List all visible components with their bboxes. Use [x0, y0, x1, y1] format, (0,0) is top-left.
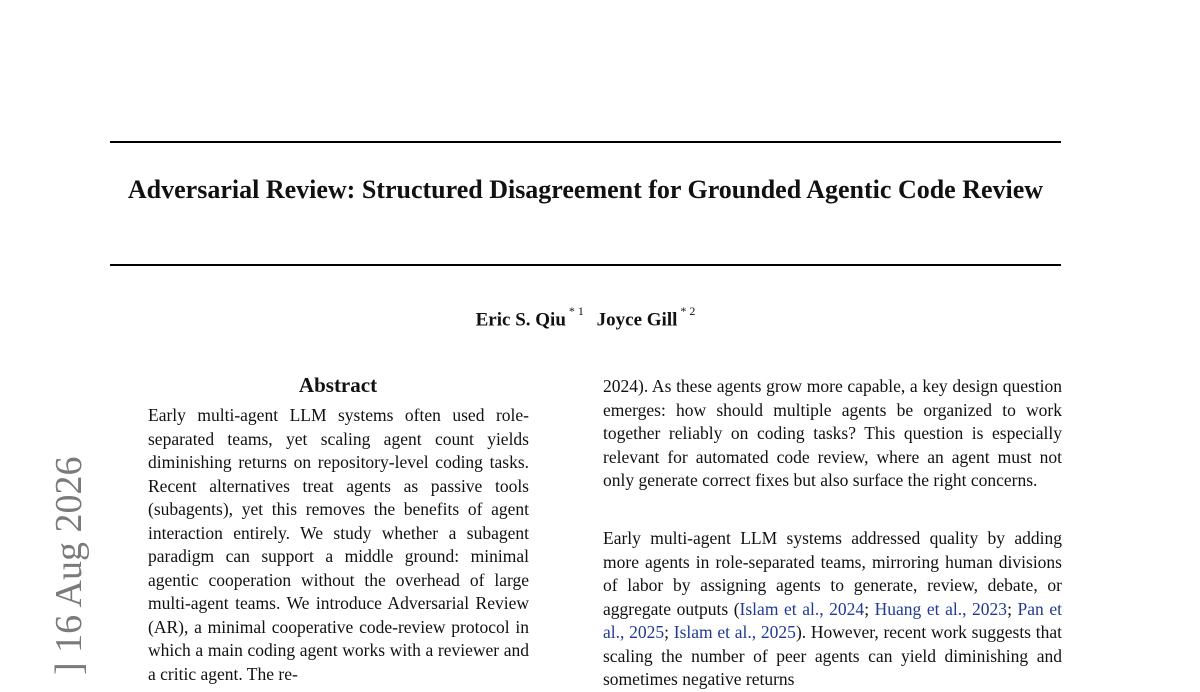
abstract-heading: Abstract [298, 373, 378, 397]
author-name: Eric S. Qiu [475, 309, 566, 331]
abstract-body: Early multi-agent LLM systems often used role-separated teams, yet scaling agent count yields diminishing returns on repository-level coding tasks. Recent alternatives treat agents as passive tools (subagents), yet this removes the benefits of agent interaction entirely. We study whether a subagent paradigm can support a middle ground: minimal agentic cooperation without the overhead of large multi-agent teams. We introduce Adversarial Review (AR), a minimal cooperative code-review protocol in which a main coding agent works with a reviewer and a critic agent. The re- [148, 405, 529, 684]
author-affiliation-marks: * 1 [568, 304, 584, 318]
intro-paragraph-2: Early multi-agent LLM systems addressed quality by adding more agents in role-separated teams, mirroring human divisions of labor by assigning agents to generate, review, debate, or aggregate outputs (Islam et al., 2024; Huang et al., 2023; Pan et al., 2025; Islam et al., 2025). However, recent work suggests that scaling the number of peer agents can yield diminishing and sometimes negative returns [603, 528, 1062, 689]
paragraph-lead: Early multi-agent LLM systems addressed quality by adding more agents in role-separated teams, mirroring human divisions of labor by assigning agents to generate, review, debate, or aggregate outputs ( [603, 528, 1062, 619]
author-1 [475, 304, 584, 331]
citation-link[interactable]: Pan et al., 2025 [603, 598, 1062, 642]
author-affiliation-marks: * 2 [680, 304, 696, 318]
arxiv-identifier-stamp: ] 16 Aug 2026 [48, 456, 90, 675]
intro-paragraph-1: 2024). As these agents grow more capable, a key design question emerges: how should multiple agents be organized to work together reliably on coding tasks? This question is especially relevant for automated code review, where an agent must not only generate correct fixes but also surface the right concerns. [603, 376, 1062, 490]
author-list [110, 304, 1061, 331]
citation-link[interactable]: Islam et al., 2025 [673, 622, 796, 642]
title-rule-bottom [110, 264, 1061, 266]
citation-link[interactable]: Islam et al., 2024 [739, 598, 865, 619]
citation-link[interactable]: Huang et al., 2023 [874, 598, 1008, 619]
paper-title: Adversarial Review: Structured Disagreement for Grounded Agentic Code Review [127, 175, 1044, 204]
author-name: Joyce Gill [596, 309, 678, 331]
title-rule-top [110, 141, 1061, 143]
paragraph-tail: ). However, recent work suggests that scaling the number of peer agents can yield diminishing and sometimes negative returns [603, 622, 1062, 689]
author-2 [596, 304, 696, 331]
